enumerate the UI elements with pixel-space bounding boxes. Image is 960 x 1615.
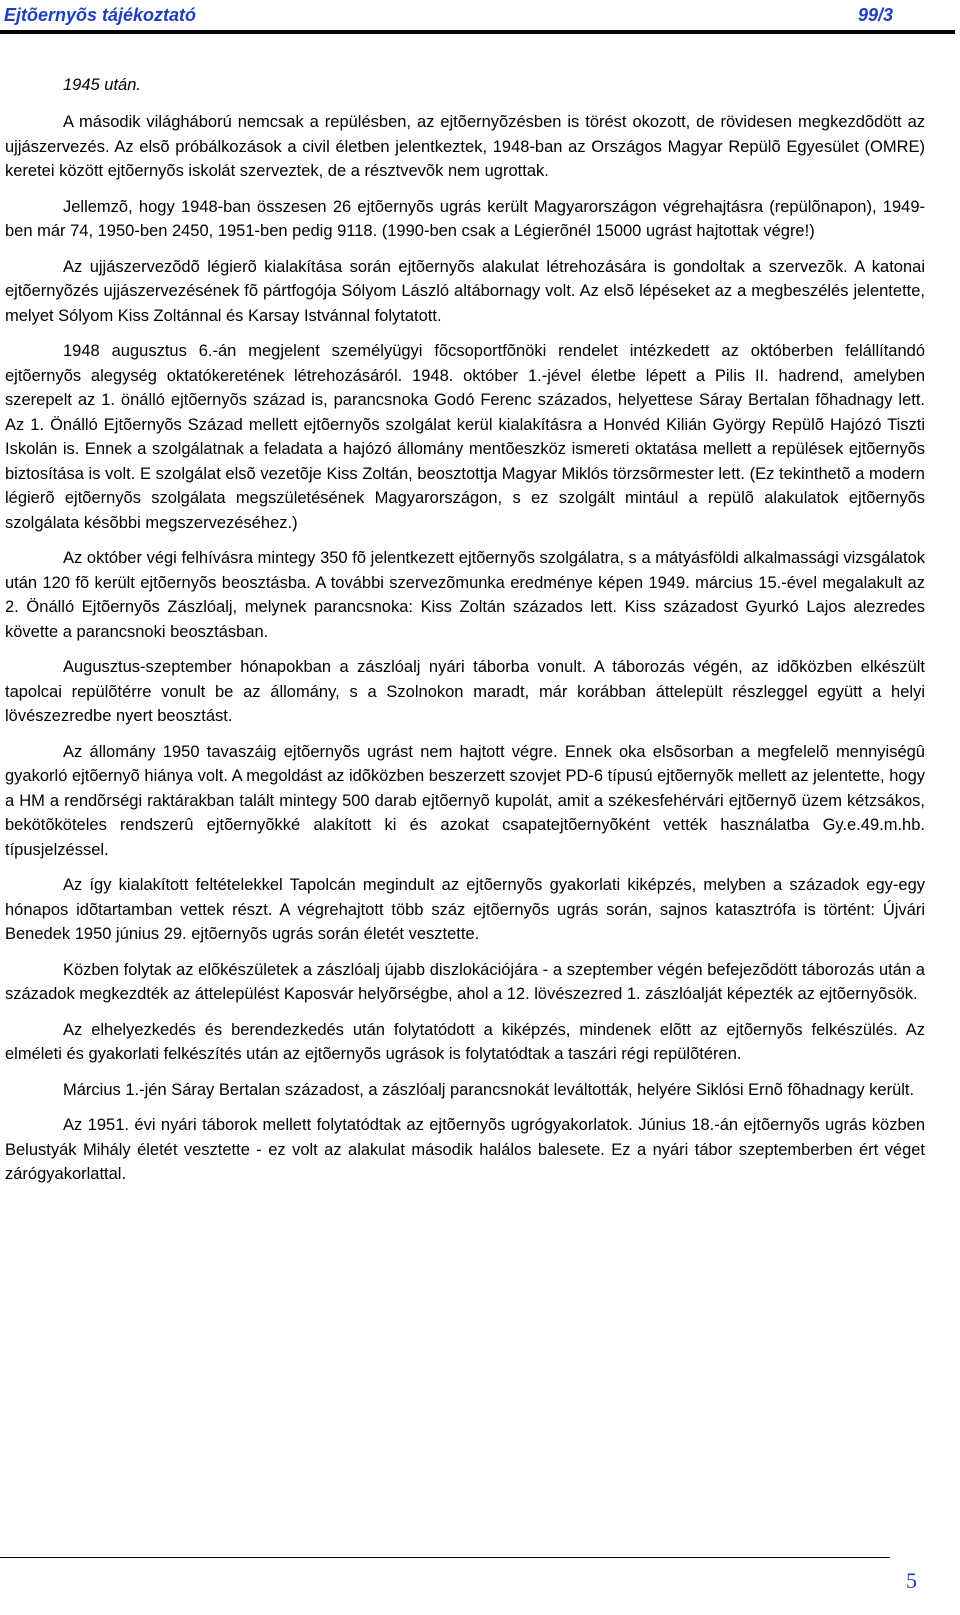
article-body (5, 72, 925, 1198)
paragraph: 1948 augusztus 6.-án megjelent személyügyi fõcsoportfõnöki rendelet intézkedett az októberben felállítandó ejtõernyõs alegység oktatókeretének létrehozásáról. 1948. október 1.-jével életbe lépett a Pilis II. hadrend, amelyben szerepelt az 1. önálló ejtõernyõs század is, parancsnoka Godó Ferenc százados, helyettese Sáray Bertalan fõhadnagy lett. Az 1. Önálló Ejtõernyõs Század mellett ejtõernyõs szolgálat kerül kialakításra a Honvéd Kilián György Repülõ Hajózó Tiszti Iskolán is. Ennek a szolgálatnak a feladata a hajózó állomány mentõeszköz ismereti oktatása mellett a repülések ejtõernyõs biztosítása is volt. E szolgálat elsõ vezetõje Kiss Zoltán, beosztottja Magyar Miklós törzsõrmester lett. (Ez tekinthetõ a modern légierõ ejtõernyõs szolgálata megszületésének Magyarországon, s ez szolgált mintául a repülõ alakulatok ejtõernyõs szolgálata késõbbi megszervezéséhez.) (5, 342, 925, 532)
paragraph: Az így kialakított feltételekkel Tapolcán megindult az ejtõernyõs gyakorlati kiképzés, melyben a századok egy-egy hónapos idõtartamban vettek részt. A végrehajtott több száz ejtõernyõs ugrás során, sajnos katasztrófa is történt: Újvári Benedek 1950 június 29. ejtõernyõs ugrás során életét vesztette. (5, 876, 925, 943)
paragraph: Március 1.-jén Sáray Bertalan századost, a zászlóalj parancsnokát leváltották, helyére Siklósi Ernõ fõhadnagy került. (63, 1080, 915, 1099)
section-title: 1945 után. (63, 76, 141, 94)
issue-number: 99/3 (858, 5, 894, 25)
header-rule (0, 30, 955, 34)
page-header (0, 0, 955, 30)
paragraph: A második világháború nemcsak a repülésben, az ejtõernyõzésben is törést okozott, de rövidesen megkezdõdött az ujjászervezés. Az elsõ próbálkozások a civil életben jelentkeztek, 1948-ban az Országos Magyar Repülõ Egyesület (OMRE) keretei között ejtõernyõs iskolát szerveztek, de a résztvevõk nem ugrottak. (5, 113, 925, 180)
paragraph: Az ujjászervezõdõ légierõ kialakítása során ejtõernyõs alakulat létrehozására is gondoltak a szervezõk. A katonai ejtõernyõzés ujjászervezésének fõ pártfogója Sólyom László altábornagy volt. Az elsõ lépéseket az a megbeszélés jelentette, melyet Sólyom Kiss Zoltánnal és Karsay Istvánnal folytatott. (5, 257, 925, 325)
publication-title: Ejtõernyõs tájékoztató (4, 5, 197, 25)
paragraph: Augusztus-szeptember hónapokban a zászlóalj nyári táborba vonult. A táborozás végén, az idõközben elkészült tapolcai repülõtérre vonult be az állomány, s a Szolnokon maradt, már korábban áttelepült részleggel együtt a helyi lövészezredbe nyert beosztást. (5, 658, 925, 725)
paragraph: Az 1951. évi nyári táborok mellett folytatódtak az ejtõernyõs ugrógyakorlatok. Június 18.-án ejtõernyõs ugrás közben Belustyák Mihály életét vesztette - ez volt az alakulat második halálos balesete. Ez a nyári tábor szeptemberben ért véget zárógyakorlattal. (5, 1116, 925, 1183)
page-number: 5 (906, 1568, 917, 1593)
paragraph: Közben folytak az elõkészületek a zászlóalj újabb diszlokációjára - a szeptember végén befejezõdött táborozás után a századok megkezdték az áttelepülést Kaposvár helyõrségbe, ahol a 12. lövészezred 1. zászlóalját képezték az ejtõernyõsök. (5, 960, 925, 1003)
footer-rule (0, 1557, 890, 1558)
paragraph: Az elhelyezkedés és berendezkedés után folytatódott a kiképzés, mindenek elõtt az ejtõernyõs felkészülés. Az elméleti és gyakorlati felkészítés után az ejtõernyõs ugrások is folytatódtak a taszári régi repülõtéren. (5, 1020, 925, 1063)
paragraph: Az október végi felhívásra mintegy 350 fõ jelentkezett ejtõernyõs szolgálatra, s a mátyásföldi alkalmassági vizsgálatok után 120 fõ került ejtõernyõs beosztásba. A további szervezõmunka eredménye képen 1949. március 15.-ével megalakult az 2. Önálló Ejtõernyõs Zászlóalj, melynek parancsnoka: Kiss Zoltán százados lett. Kiss századost Gyurkó Lajos alezredes követte a parancsnoki beosztásban. (5, 549, 925, 641)
paragraph: Az állomány 1950 tavaszáig ejtõernyõs ugrást nem hajtott végre. Ennek oka elsõsorban a megfelelõ mennyiségû gyakorló ejtõernyõ hiánya volt. A megoldást az idõközben beszerzett szovjet PD-6 típusú ejtõernyõk mellett az jelentette, hogy a HM a rendõrségi raktárakban talált mintegy 500 darab ejtõernyõ kupolát, amit a székesfehérvári ejtõernyõ üzem kétzsákos, bekötõköteles rendszerû ejtõernyõkké alakított ki és azokat csapatejtõernyõként vették használatba Gy.e.49.m.hb. típusjelzéssel. (5, 742, 925, 859)
paragraph: Jellemzõ, hogy 1948-ban összesen 26 ejtõernyõs ugrás került Magyarországon végrehajtásra (repülõnapon), 1949-ben már 74, 1950-ben 2450, 1951-ben pedig 9118. (1990-ben csak a Légierõnél 15000 ugrást hajtottak végre!) (5, 197, 925, 240)
